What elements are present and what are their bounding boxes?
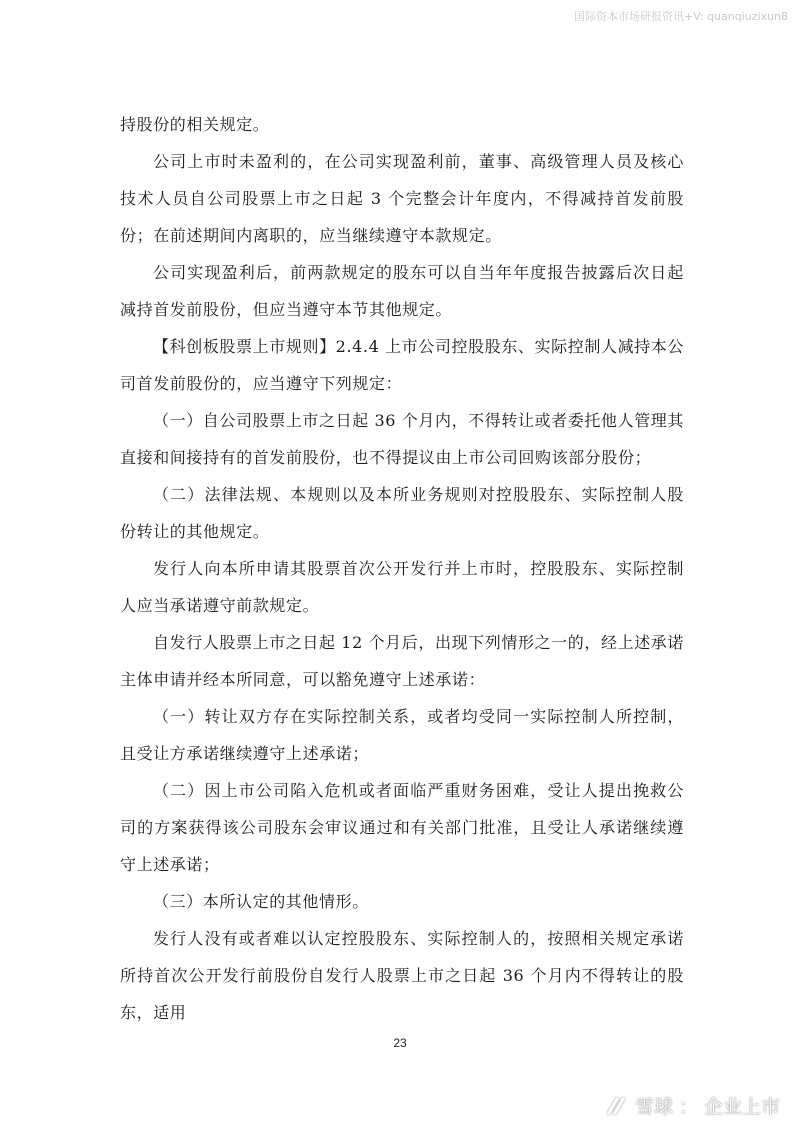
snowball-logo-icon [603,1093,629,1119]
paragraph: 发行人没有或者难以认定控股股东、实际控制人的，按照相关规定承诺所持首次公开发行前股份自发行人股票上市之日起 36 个月内不得转让的股东，适用 [120,929,684,1022]
paragraph-list-item: （二）因上市公司陷入危机或者面临严重财务困难，受让人提出挽救公司的方案获得该公司股东会审议通过和有关部门批准，且受让人承诺继续遵守上述承诺； [120,781,684,874]
paragraph-rule-citation: 【科创板股票上市规则】2.4.4 上市公司控股股东、实际控制人减持本公司首发前股份的，应当遵守下列规定： [120,337,684,393]
paragraph-list-item: （一）转让双方存在实际控制关系，或者均受同一实际控制人所控制，且受让方承诺继续遵守上述承诺； [120,707,684,763]
paragraph-continuation: 持股份的相关规定。 [120,115,270,134]
paragraph: 发行人向本所申请其股票首次公开发行并上市时，控股股东、实际控制人应当承诺遵守前款规定。 [120,559,684,615]
paragraph-list-item: （三）本所认定的其他情形。 [153,892,369,911]
page-number: 23 [393,1036,407,1050]
paragraph-list-item: （一）自公司股票上市之日起 36 个月内，不得转让或者委托他人管理其直接和间接持有的首发前股份，也不得提议由上市公司回购该部分股份； [120,411,684,467]
paragraph-list-item: （二）法律法规、本规则以及本所业务规则对控股股东、实际控制人股份转让的其他规定。 [120,485,684,541]
brand-account: 企业上市 [703,1096,780,1118]
top-watermark: 国际资本市场研报资讯+V: quanqiuzixun8 [573,10,788,23]
brand-name: 雪球 [634,1096,673,1118]
document-body [120,106,684,1031]
paragraph: 自发行人股票上市之日起 12 个月后，出现下列情形之一的，经上述承诺主体申请并经本所同意，可以豁免遵守上述承诺： [120,633,684,689]
paragraph: 公司上市时未盈利的，在公司实现盈利前，董事、高级管理人员及核心技术人员自公司股票上市之日起 3 个完整会计年度内，不得减持首发前股份；在前述期间内离职的，应当继续遵守本款规定。 [120,152,684,245]
brand-separator: ： [678,1096,698,1118]
brand-watermark [603,1092,780,1119]
paragraph: 公司实现盈利后，前两款规定的股东可以自当年年度报告披露后次日起减持首发前股份，但应当遵守本节其他规定。 [120,263,684,319]
